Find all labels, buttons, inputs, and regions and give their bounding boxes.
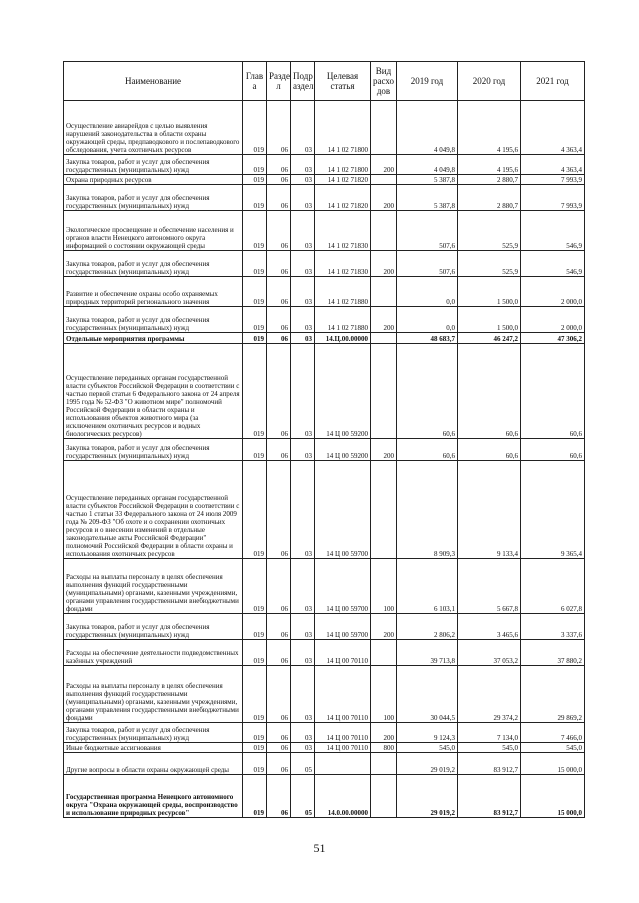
cell-name: Охрана природных ресурсов: [64, 175, 243, 185]
cell-2019: 507,6: [397, 251, 458, 277]
cell-2021: 15 000,0: [521, 753, 585, 775]
cell-podrazdel: 03: [291, 461, 315, 559]
cell-2020: 37 053,2: [458, 640, 521, 666]
cell-razdel: 06: [267, 775, 291, 818]
header-razdel: Разде л: [267, 62, 291, 101]
cell-statya: 14 1 02 71800: [315, 101, 371, 155]
cell-2021: 29 869,2: [521, 666, 585, 723]
header-glava: Глав а: [243, 62, 267, 101]
table-row: [64, 344, 585, 439]
cell-2020: 2 880,7: [458, 185, 521, 211]
cell-2020: 4 195,6: [458, 101, 521, 155]
cell-glava: 019: [243, 666, 267, 723]
cell-2019: 4 049,8: [397, 155, 458, 175]
cell-2019: 9 124,3: [397, 723, 458, 743]
cell-vid: 200: [371, 439, 397, 461]
table-row: [64, 743, 585, 753]
cell-vid: 800: [371, 743, 397, 753]
cell-glava: 019: [243, 743, 267, 753]
cell-2020: 7 134,0: [458, 723, 521, 743]
cell-vid: [371, 753, 397, 775]
cell-statya: 14 Ц 00 59700: [315, 559, 371, 614]
cell-2020: 3 465,6: [458, 614, 521, 640]
cell-2019: 5 387,8: [397, 185, 458, 211]
cell-glava: 019: [243, 461, 267, 559]
cell-2019: 60,6: [397, 344, 458, 439]
table-row: [64, 614, 585, 640]
cell-razdel: 06: [267, 743, 291, 753]
cell-glava: 019: [243, 277, 267, 307]
cell-name: Государственная программа Ненецкого автономного округа "Охрана окружающей среды, воспроизводство и использование природных ресурсов": [64, 775, 243, 818]
cell-podrazdel: 03: [291, 185, 315, 211]
table-row: [64, 155, 585, 175]
cell-podrazdel: 03: [291, 277, 315, 307]
cell-vid: 200: [371, 155, 397, 175]
table-row: [64, 439, 585, 461]
cell-2021: 7 466,0: [521, 723, 585, 743]
cell-razdel: 06: [267, 211, 291, 251]
cell-statya: 14 1 02 71880: [315, 307, 371, 333]
cell-statya: 14 Ц 00 70110: [315, 723, 371, 743]
cell-razdel: 06: [267, 640, 291, 666]
cell-2021: 4 363,4: [521, 101, 585, 155]
cell-2021: 546,9: [521, 211, 585, 251]
cell-podrazdel: 03: [291, 723, 315, 743]
table-row: [64, 251, 585, 277]
cell-2019: 39 713,8: [397, 640, 458, 666]
cell-statya: 14 Ц 00 59200: [315, 439, 371, 461]
cell-glava: 019: [243, 307, 267, 333]
cell-glava: 019: [243, 175, 267, 185]
cell-name: Закупка товаров, работ и услуг для обеспечения государственных (муниципальных) нужд: [64, 251, 243, 277]
page-number: 51: [313, 841, 326, 855]
cell-vid: [371, 640, 397, 666]
cell-razdel: 06: [267, 461, 291, 559]
table-header-row: [64, 62, 585, 101]
cell-2021: 545,0: [521, 743, 585, 753]
cell-razdel: 06: [267, 614, 291, 640]
cell-2019: 4 049,8: [397, 101, 458, 155]
table-row: [64, 101, 585, 155]
cell-podrazdel: 05: [291, 753, 315, 775]
cell-podrazdel: 03: [291, 743, 315, 753]
cell-2020: 60,6: [458, 439, 521, 461]
cell-2020: 525,9: [458, 251, 521, 277]
cell-vid: 200: [371, 614, 397, 640]
cell-statya: 14 Ц 00 70110: [315, 666, 371, 723]
cell-2021: 4 363,4: [521, 155, 585, 175]
cell-statya: 14 1 02 71830: [315, 251, 371, 277]
cell-2020: 9 133,4: [458, 461, 521, 559]
cell-name: Другие вопросы в области охраны окружающей среды: [64, 753, 243, 775]
cell-name: Осуществление переданных органам государственной власти субъектов Российской Федерации в соответствии с частью первой статьи 6 Федерального закона от 24 апреля 1995 года № 52-ФЗ "О животном мире" полномочий Российской Федерации в области охраны и использования объектов животного мира (за исключением охотничьих ресурсов и водных биологических ресурсов): [64, 344, 243, 439]
table-row: [64, 333, 585, 344]
table-row: [64, 461, 585, 559]
cell-statya: 14 1 02 71820: [315, 175, 371, 185]
cell-podrazdel: 03: [291, 251, 315, 277]
cell-name: Отдельные мероприятия программы: [64, 333, 243, 344]
cell-2020: 2 880,7: [458, 175, 521, 185]
cell-2021: 6 027,8: [521, 559, 585, 614]
cell-vid: [371, 175, 397, 185]
cell-vid: [371, 211, 397, 251]
header-statya: Целевая статья: [315, 62, 371, 101]
cell-name: Закупка товаров, работ и услуг для обеспечения государственных (муниципальных) нужд: [64, 723, 243, 743]
cell-statya: 14.Ц.00.00000: [315, 333, 371, 344]
cell-podrazdel: 03: [291, 666, 315, 723]
cell-glava: 019: [243, 251, 267, 277]
cell-2020: 83 912,7: [458, 775, 521, 818]
cell-glava: 019: [243, 101, 267, 155]
cell-2020: 60,6: [458, 344, 521, 439]
cell-2021: 2 000,0: [521, 277, 585, 307]
cell-razdel: 06: [267, 753, 291, 775]
cell-statya: 14 Ц 00 59200: [315, 344, 371, 439]
cell-2021: 60,6: [521, 344, 585, 439]
cell-2020: 4 195,6: [458, 155, 521, 175]
cell-razdel: 06: [267, 333, 291, 344]
cell-vid: [371, 461, 397, 559]
header-podrazdel: Подр аздел: [291, 62, 315, 101]
cell-2019: 29 019,2: [397, 775, 458, 818]
cell-2019: 60,6: [397, 439, 458, 461]
cell-2019: 30 044,5: [397, 666, 458, 723]
cell-podrazdel: 03: [291, 559, 315, 614]
cell-glava: 019: [243, 344, 267, 439]
cell-2019: 48 683,7: [397, 333, 458, 344]
cell-razdel: 06: [267, 185, 291, 211]
cell-2020: 1 500,0: [458, 277, 521, 307]
table-row: [64, 666, 585, 723]
cell-2019: 507,6: [397, 211, 458, 251]
cell-2019: 8 909,3: [397, 461, 458, 559]
header-2019: 2019 год: [397, 62, 458, 101]
cell-2020: 5 667,8: [458, 559, 521, 614]
cell-glava: 019: [243, 723, 267, 743]
cell-vid: [371, 775, 397, 818]
cell-2019: 0,0: [397, 277, 458, 307]
cell-razdel: 06: [267, 251, 291, 277]
cell-2021: 2 000,0: [521, 307, 585, 333]
cell-2019: 0,0: [397, 307, 458, 333]
cell-statya: [315, 753, 371, 775]
header-2020: 2020 год: [458, 62, 521, 101]
cell-glava: 019: [243, 155, 267, 175]
cell-name: Закупка товаров, работ и услуг для обеспечения государственных (муниципальных) нужд: [64, 307, 243, 333]
cell-vid: [371, 277, 397, 307]
cell-2021: 60,6: [521, 439, 585, 461]
cell-podrazdel: 03: [291, 211, 315, 251]
cell-2021: 9 365,4: [521, 461, 585, 559]
cell-name: Осуществление авиарейдов с целью выявления нарушений законодательства в области охраны окружающей среды, предпаводкового и послепаводкового обследования, учета охотничьих ресурсов: [64, 101, 243, 155]
cell-2019: 29 019,2: [397, 753, 458, 775]
cell-statya: 14.0.00.00000: [315, 775, 371, 818]
cell-vid: [371, 333, 397, 344]
cell-razdel: 06: [267, 277, 291, 307]
cell-podrazdel: 03: [291, 640, 315, 666]
cell-name: Иные бюджетные ассигнования: [64, 743, 243, 753]
cell-2019: 6 103,1: [397, 559, 458, 614]
cell-vid: 100: [371, 666, 397, 723]
cell-2020: 83 912,7: [458, 753, 521, 775]
header-name: Наименование: [64, 62, 243, 101]
cell-podrazdel: 03: [291, 333, 315, 344]
cell-name: Закупка товаров, работ и услуг для обеспечения государственных (муниципальных) нужд: [64, 185, 243, 211]
table-row: [64, 559, 585, 614]
table-row: [64, 211, 585, 251]
cell-podrazdel: 03: [291, 101, 315, 155]
cell-razdel: 06: [267, 307, 291, 333]
cell-name: Расходы на выплаты персоналу в целях обеспечения выполнения функций государственными (муниципальными) органами, казенными учреждениями, органами управления государственными внебюджетными фондами: [64, 666, 243, 723]
cell-statya: 14 Ц 00 59700: [315, 461, 371, 559]
cell-razdel: 06: [267, 559, 291, 614]
table-row: [64, 277, 585, 307]
cell-2020: 545,0: [458, 743, 521, 753]
table-row: [64, 723, 585, 743]
cell-2021: 3 337,6: [521, 614, 585, 640]
cell-glava: 019: [243, 211, 267, 251]
cell-vid: 200: [371, 307, 397, 333]
cell-podrazdel: 05: [291, 775, 315, 818]
cell-2021: 546,9: [521, 251, 585, 277]
cell-2020: 1 500,0: [458, 307, 521, 333]
cell-podrazdel: 03: [291, 155, 315, 175]
table-row: [64, 753, 585, 775]
cell-name: Закупка товаров, работ и услуг для обеспечения государственных (муниципальных) нужд: [64, 614, 243, 640]
cell-statya: 14 1 02 71830: [315, 211, 371, 251]
cell-name: Развитие и обеспечение охраны особо охраняемых природных территорий регионального значения: [64, 277, 243, 307]
cell-glava: 019: [243, 333, 267, 344]
header-2021: 2021 год: [521, 62, 585, 101]
cell-statya: 14 1 02 71800: [315, 155, 371, 175]
cell-razdel: 06: [267, 439, 291, 461]
cell-podrazdel: 03: [291, 344, 315, 439]
cell-2020: 29 374,2: [458, 666, 521, 723]
cell-2019: 2 806,2: [397, 614, 458, 640]
table-row: [64, 185, 585, 211]
cell-glava: 019: [243, 185, 267, 211]
cell-glava: 019: [243, 614, 267, 640]
cell-glava: 019: [243, 753, 267, 775]
cell-razdel: 06: [267, 666, 291, 723]
table-row: [64, 175, 585, 185]
cell-2019: 5 387,8: [397, 175, 458, 185]
cell-podrazdel: 03: [291, 439, 315, 461]
cell-glava: 019: [243, 775, 267, 818]
cell-podrazdel: 03: [291, 614, 315, 640]
cell-2021: 7 993,9: [521, 185, 585, 211]
cell-glava: 019: [243, 439, 267, 461]
budget-table: [63, 61, 585, 818]
cell-podrazdel: 03: [291, 307, 315, 333]
cell-name: Расходы на обеспечение деятельности подведомственных казённых учреждений: [64, 640, 243, 666]
cell-2021: 7 993,9: [521, 175, 585, 185]
cell-2021: 15 000,0: [521, 775, 585, 818]
cell-name: Закупка товаров, работ и услуг для обеспечения государственных (муниципальных) нужд: [64, 155, 243, 175]
cell-statya: 14 1 02 71880: [315, 277, 371, 307]
table-body: [64, 101, 585, 818]
cell-2019: 545,0: [397, 743, 458, 753]
cell-vid: [371, 344, 397, 439]
cell-vid: 200: [371, 251, 397, 277]
cell-razdel: 06: [267, 344, 291, 439]
cell-2021: 37 880,2: [521, 640, 585, 666]
header-vid: Вид расхо дов: [371, 62, 397, 101]
cell-2020: 46 247,2: [458, 333, 521, 344]
cell-razdel: 06: [267, 723, 291, 743]
cell-razdel: 06: [267, 101, 291, 155]
cell-name: Закупка товаров, работ и услуг для обеспечения государственных (муниципальных) нужд: [64, 439, 243, 461]
cell-statya: 14 Ц 00 70110: [315, 640, 371, 666]
cell-statya: 14 1 02 71820: [315, 185, 371, 211]
cell-vid: 200: [371, 723, 397, 743]
table-row: [64, 640, 585, 666]
table-row: [64, 307, 585, 333]
cell-podrazdel: 03: [291, 175, 315, 185]
cell-name: Осуществление переданных органам государственной власти субъектов Российской Федерации в соответствии с частью 1 статьи 33 Федерального закона от 24 июля 2009 года № 209-ФЗ "Об охоте и о сохранении охотничьих ресурсов и о внесении изменений в отдельные законодательные акты Российской Федерации" полномочий Российской Федерации в области охраны и использования охотничьих ресурсов: [64, 461, 243, 559]
cell-glava: 019: [243, 640, 267, 666]
cell-vid: 200: [371, 185, 397, 211]
cell-vid: [371, 101, 397, 155]
cell-statya: 14 Ц 00 59700: [315, 614, 371, 640]
cell-name: Экологическое просвещение и обеспечение населения и органов власти Ненецкого автономного округа информацией о состоянии окружающей среды: [64, 211, 243, 251]
cell-glava: 019: [243, 559, 267, 614]
cell-statya: 14 Ц 00 70110: [315, 743, 371, 753]
cell-2021: 47 306,2: [521, 333, 585, 344]
table-row: [64, 775, 585, 818]
cell-2020: 525,9: [458, 211, 521, 251]
cell-name: Расходы на выплаты персоналу в целях обеспечения выполнения функций государственными (муниципальными) органами, казенными учреждениями, органами управления государственными внебюджетными фондами: [64, 559, 243, 614]
cell-vid: 100: [371, 559, 397, 614]
cell-razdel: 06: [267, 175, 291, 185]
cell-razdel: 06: [267, 155, 291, 175]
